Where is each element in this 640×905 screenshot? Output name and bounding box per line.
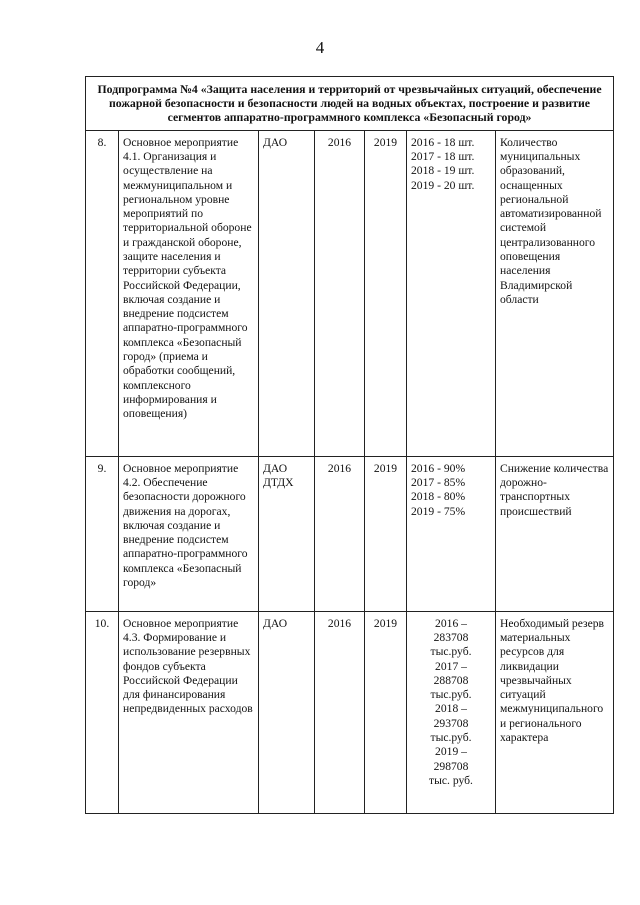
activity-cell: Основное мероприятие 4.2. Обеспечение безопасности дорожного движения на дорогах, включая создание и внедрение подсистем аппаратно-программного комплекса «Безопасный город» [119,456,259,611]
indicator-line: 2017 – [435,659,467,673]
table-row [86,611,614,813]
indicator-line: 2019 – [435,745,467,759]
indicator-line: 2018 - 19 шт. [411,164,475,178]
indicator-line: 2019 - 75% [411,504,466,518]
result-cell: Количество муниципальных образований, оснащенных региональной автоматизированной системой централизованного оповещения населения Владимирской области [496,130,614,456]
subprogram-header-row [86,77,614,131]
indicator-line: 2016 - 18 шт. [411,135,475,149]
executor-cell [259,611,315,813]
indicator-line: 2018 - 80% [411,490,466,504]
executor: ДАО [263,135,288,149]
end-year-cell: 2019 [365,611,407,813]
subprogram-table [85,76,614,814]
end-year-cell: 2019 [365,456,407,611]
executor-cell [259,456,315,611]
start-year-cell: 2016 [315,456,365,611]
start-year-cell: 2016 [315,130,365,456]
indicator-cell [407,611,496,813]
indicator-line: 293708 [433,716,469,730]
indicator-cell [407,130,496,456]
executor-cell [259,130,315,456]
indicator-line: тыс.руб. [430,645,472,659]
executor: ДАО [263,616,288,630]
start-year-cell: 2016 [315,611,365,813]
row-number: 9. [86,456,119,611]
indicator-line: 2016 - 90% [411,461,466,475]
result-cell: Необходимый резерв материальных ресурсов для ликвидации чрезвычайных ситуаций межмуниципального и регионального характера [496,611,614,813]
end-year-cell: 2019 [365,130,407,456]
indicator-line: 2017 - 18 шт. [411,149,475,163]
page-number: 4 [315,38,325,57]
row-number: 10. [86,611,119,813]
indicator-line: тыс.руб. [430,730,472,744]
indicator-line: 283708 [433,630,469,644]
indicator-line: 288708 [433,673,469,687]
indicator-line: тыс.руб. [430,688,472,702]
activity-cell: Основное мероприятие 4.1. Организация и осуществление на межмуниципальном и региональном уровне мероприятий по территориальной обороне и гражданской обороне, защите населения и территории субъекта Российской Федерации, включая создание и внедрение подсистем аппаратно-программного комплекса «Безопасный город» (приема и обработки сообщений, комплексного информирования и оповещения) [119,130,259,456]
table-row [86,130,614,456]
executor: ДАО [263,461,288,475]
indicator-cell [407,456,496,611]
result-cell: Снижение количества дорожно-транспортных происшествий [496,456,614,611]
indicator-line: тыс. руб. [429,773,473,787]
indicator-line: 2017 - 85% [411,475,466,489]
indicator-line: 2019 - 20 шт. [411,178,475,192]
row-number: 8. [86,130,119,456]
indicator-line: 2016 – [435,616,467,630]
executor: ДТДХ [263,475,294,489]
table-row [86,456,614,611]
subprogram-title: Подпрограмма №4 «Защита населения и территорий от чрезвычайных ситуаций, обеспечение пожарной безопасности и безопасности людей на водных объектах, построение и развитие сегментов аппаратно-программного комплекса «Безопасный город» [86,77,614,131]
indicator-line: 298708 [433,759,469,773]
activity-cell: Основное мероприятие 4.3. Формирование и использование резервных фондов субъекта Российской Федерации для финансирования непредвиденных расходов [119,611,259,813]
indicator-line: 2018 – [435,702,467,716]
